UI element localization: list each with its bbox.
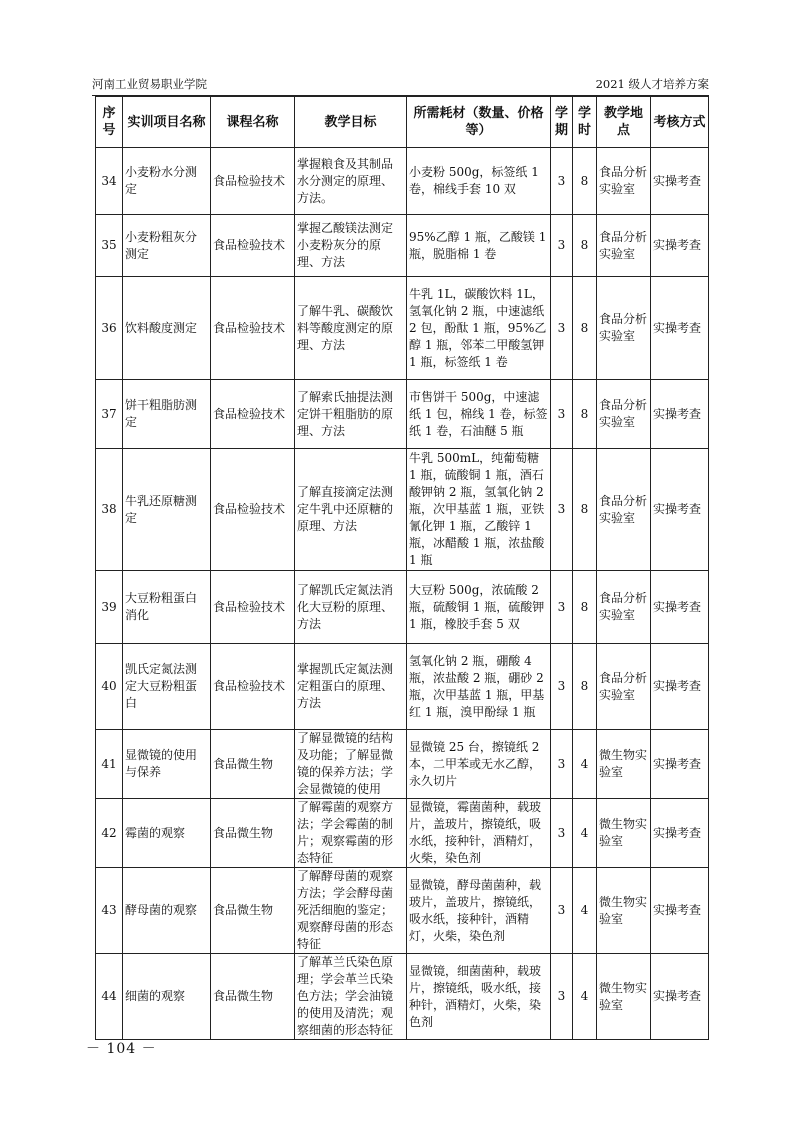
page-number: － 104 －	[86, 1041, 157, 1057]
term-cell: 3	[551, 644, 573, 730]
location-cell: 食品分析实验室	[597, 277, 651, 380]
materials-cell: 小麦粉 500g，标签纸 1 卷，棉线手套 10 双	[407, 148, 551, 215]
course-name-cell: 食品微生物	[211, 730, 295, 799]
term-cell: 3	[551, 571, 573, 644]
assessment-cell: 实操考查	[651, 644, 709, 730]
hours-cell: 8	[573, 277, 597, 380]
materials-cell: 95%乙醇 1 瓶，乙酸镁 1 瓶，脱脂棉 1 卷	[407, 215, 551, 277]
materials-cell: 市售饼干 500g，中速滤纸 1 包，棉线 1 卷，标签纸 1 卷，石油醚 5 瓶	[407, 380, 551, 449]
project-name-cell: 饮料酸度测定	[123, 277, 211, 380]
assessment-cell: 实操考查	[651, 380, 709, 449]
assessment-cell: 实操考查	[651, 277, 709, 380]
table-row	[96, 954, 709, 1040]
course-name-cell: 食品检验技术	[211, 380, 295, 449]
course-name-cell: 食品检验技术	[211, 215, 295, 277]
project-name-cell: 显微镜的使用与保养	[123, 730, 211, 799]
teaching-goal-cell: 了解凯氏定氮法消化大豆粉的原理、方法	[295, 571, 407, 644]
teaching-goal-cell: 掌握乙酸镁法测定小麦粉灰分的原理、方法	[295, 215, 407, 277]
project-name-cell: 小麦粉水分测定	[123, 148, 211, 215]
project-name-cell: 小麦粉粗灰分测定	[123, 215, 211, 277]
table-row	[96, 277, 709, 380]
course-name-cell: 食品检验技术	[211, 644, 295, 730]
course-name-cell: 食品检验技术	[211, 277, 295, 380]
header-school-name: 河南工业贸易职业学院	[92, 77, 207, 91]
hours-cell: 4	[573, 954, 597, 1040]
table-row	[96, 644, 709, 730]
teaching-goal-cell: 了解酵母菌的观察方法；学会酵母菌死活细胞的鉴定；观察酵母菌的形态特征	[295, 868, 407, 954]
table-header-row	[96, 97, 709, 148]
course-name-cell: 食品检验技术	[211, 571, 295, 644]
project-name-cell: 霉菌的观察	[123, 799, 211, 868]
table-row	[96, 868, 709, 954]
materials-cell: 牛乳 1L，碳酸饮料 1L，氢氧化钠 2 瓶，中速滤纸 2 包，酚酞 1 瓶，95%乙醇 1 瓶，邻苯二甲酸氢钾 1 瓶，标签纸 1 卷	[407, 277, 551, 380]
hours-cell: 8	[573, 449, 597, 571]
location-cell: 微生物实验室	[597, 868, 651, 954]
location-cell: 微生物实验室	[597, 730, 651, 799]
course-name-cell: 食品检验技术	[211, 148, 295, 215]
table-row	[96, 380, 709, 449]
row-number-cell: 39	[96, 571, 123, 644]
row-number-cell: 36	[96, 277, 123, 380]
col-header: 实训项目名称	[123, 97, 211, 148]
materials-cell: 显微镜 25 台，擦镜纸 2 本，二甲苯或无水乙醇，永久切片	[407, 730, 551, 799]
teaching-goal-cell: 了解牛乳、碳酸饮料等酸度测定的原理、方法	[295, 277, 407, 380]
assessment-cell: 实操考查	[651, 449, 709, 571]
term-cell: 3	[551, 148, 573, 215]
project-name-cell: 牛乳还原糖测定	[123, 449, 211, 571]
col-header: 学期	[551, 97, 573, 148]
materials-cell: 牛乳 500mL，纯葡萄糖 1 瓶，硫酸铜 1 瓶，酒石酸钾钠 2 瓶，氢氧化钠 2 瓶，次甲基蓝 1 瓶，亚铁氰化钾 1 瓶，乙酸锌 1 瓶，冰醋酸 1 瓶，浓盐酸 1 瓶	[407, 449, 551, 571]
teaching-goal-cell: 了解索氏抽提法测定饼干粗脂肪的原理、方法	[295, 380, 407, 449]
location-cell: 食品分析实验室	[597, 571, 651, 644]
table-row	[96, 730, 709, 799]
course-name-cell: 食品微生物	[211, 868, 295, 954]
table-row	[96, 799, 709, 868]
row-number-cell: 34	[96, 148, 123, 215]
table-row	[96, 215, 709, 277]
location-cell: 食品分析实验室	[597, 644, 651, 730]
assessment-cell: 实操考查	[651, 215, 709, 277]
header-document-title: 2021 级人才培养方案	[595, 77, 709, 91]
hours-cell: 4	[573, 730, 597, 799]
materials-cell: 氢氧化钠 2 瓶，硼酸 4 瓶，浓盐酸 2 瓶，硼砂 2 瓶，次甲基蓝 1 瓶，甲基红 1 瓶，溴甲酚绿 1 瓶	[407, 644, 551, 730]
teaching-goal-cell: 了解显微镜的结构及功能；了解显微镜的保养方法；学会显微镜的使用	[295, 730, 407, 799]
project-name-cell: 饼干粗脂肪测定	[123, 380, 211, 449]
location-cell: 食品分析实验室	[597, 449, 651, 571]
teaching-goal-cell: 了解霉菌的观察方法；学会霉菌的制片；观察霉菌的形态特征	[295, 799, 407, 868]
location-cell: 微生物实验室	[597, 954, 651, 1040]
hours-cell: 8	[573, 644, 597, 730]
term-cell: 3	[551, 954, 573, 1040]
hours-cell: 4	[573, 799, 597, 868]
project-name-cell: 大豆粉粗蛋白消化	[123, 571, 211, 644]
row-number-cell: 41	[96, 730, 123, 799]
assessment-cell: 实操考查	[651, 730, 709, 799]
teaching-goal-cell: 掌握粮食及其制品水分测定的原理、方法。	[295, 148, 407, 215]
location-cell: 食品分析实验室	[597, 215, 651, 277]
assessment-cell: 实操考查	[651, 571, 709, 644]
col-header: 所需耗材（数量、价格等）	[407, 97, 551, 148]
col-header: 序号	[96, 97, 123, 148]
hours-cell: 8	[573, 148, 597, 215]
row-number-cell: 40	[96, 644, 123, 730]
table-row	[96, 449, 709, 571]
page-header	[92, 74, 709, 96]
term-cell: 3	[551, 799, 573, 868]
term-cell: 3	[551, 449, 573, 571]
assessment-cell: 实操考查	[651, 868, 709, 954]
teaching-goal-cell: 掌握凯氏定氮法测定粗蛋白的原理、方法	[295, 644, 407, 730]
col-header: 学时	[573, 97, 597, 148]
col-header: 考核方式	[651, 97, 709, 148]
materials-cell: 显微镜，细菌菌种，载玻片，擦镜纸，吸水纸，接种针，酒精灯，火柴，染色剂	[407, 954, 551, 1040]
row-number-cell: 44	[96, 954, 123, 1040]
term-cell: 3	[551, 868, 573, 954]
term-cell: 3	[551, 215, 573, 277]
col-header: 教学目标	[295, 97, 407, 148]
term-cell: 3	[551, 730, 573, 799]
course-name-cell: 食品微生物	[211, 799, 295, 868]
project-name-cell: 酵母菌的观察	[123, 868, 211, 954]
table-row	[96, 571, 709, 644]
hours-cell: 8	[573, 380, 597, 449]
term-cell: 3	[551, 380, 573, 449]
assessment-cell: 实操考查	[651, 954, 709, 1040]
project-name-cell: 凯氏定氮法测定大豆粉粗蛋白	[123, 644, 211, 730]
materials-cell: 大豆粉 500g，浓硫酸 2 瓶，硫酸铜 1 瓶，硫酸钾 1 瓶，橡胶手套 5 双	[407, 571, 551, 644]
col-header: 课程名称	[211, 97, 295, 148]
course-name-cell: 食品微生物	[211, 954, 295, 1040]
materials-cell: 显微镜，酵母菌菌种，载玻片，盖玻片，擦镜纸，吸水纸，接种针，酒精灯，火柴，染色剂	[407, 868, 551, 954]
materials-cell: 显微镜，霉菌菌种，载玻片，盖玻片，擦镜纸，吸水纸，接种针，酒精灯，火柴，染色剂	[407, 799, 551, 868]
assessment-cell: 实操考查	[651, 799, 709, 868]
assessment-cell: 实操考查	[651, 148, 709, 215]
course-name-cell: 食品检验技术	[211, 449, 295, 571]
project-name-cell: 细菌的观察	[123, 954, 211, 1040]
location-cell: 微生物实验室	[597, 799, 651, 868]
location-cell: 食品分析实验室	[597, 148, 651, 215]
row-number-cell: 42	[96, 799, 123, 868]
training-table	[95, 96, 709, 1040]
row-number-cell: 43	[96, 868, 123, 954]
table-row	[96, 148, 709, 215]
col-header: 教学地点	[597, 97, 651, 148]
hours-cell: 4	[573, 868, 597, 954]
teaching-goal-cell: 了解革兰氏染色原理；学会革兰氏染色方法；学会油镜的使用及清洗；观察细菌的形态特征	[295, 954, 407, 1040]
hours-cell: 8	[573, 571, 597, 644]
row-number-cell: 35	[96, 215, 123, 277]
teaching-goal-cell: 了解直接滴定法测定牛乳中还原糖的原理、方法	[295, 449, 407, 571]
location-cell: 食品分析实验室	[597, 380, 651, 449]
hours-cell: 8	[573, 215, 597, 277]
row-number-cell: 37	[96, 380, 123, 449]
row-number-cell: 38	[96, 449, 123, 571]
term-cell: 3	[551, 277, 573, 380]
